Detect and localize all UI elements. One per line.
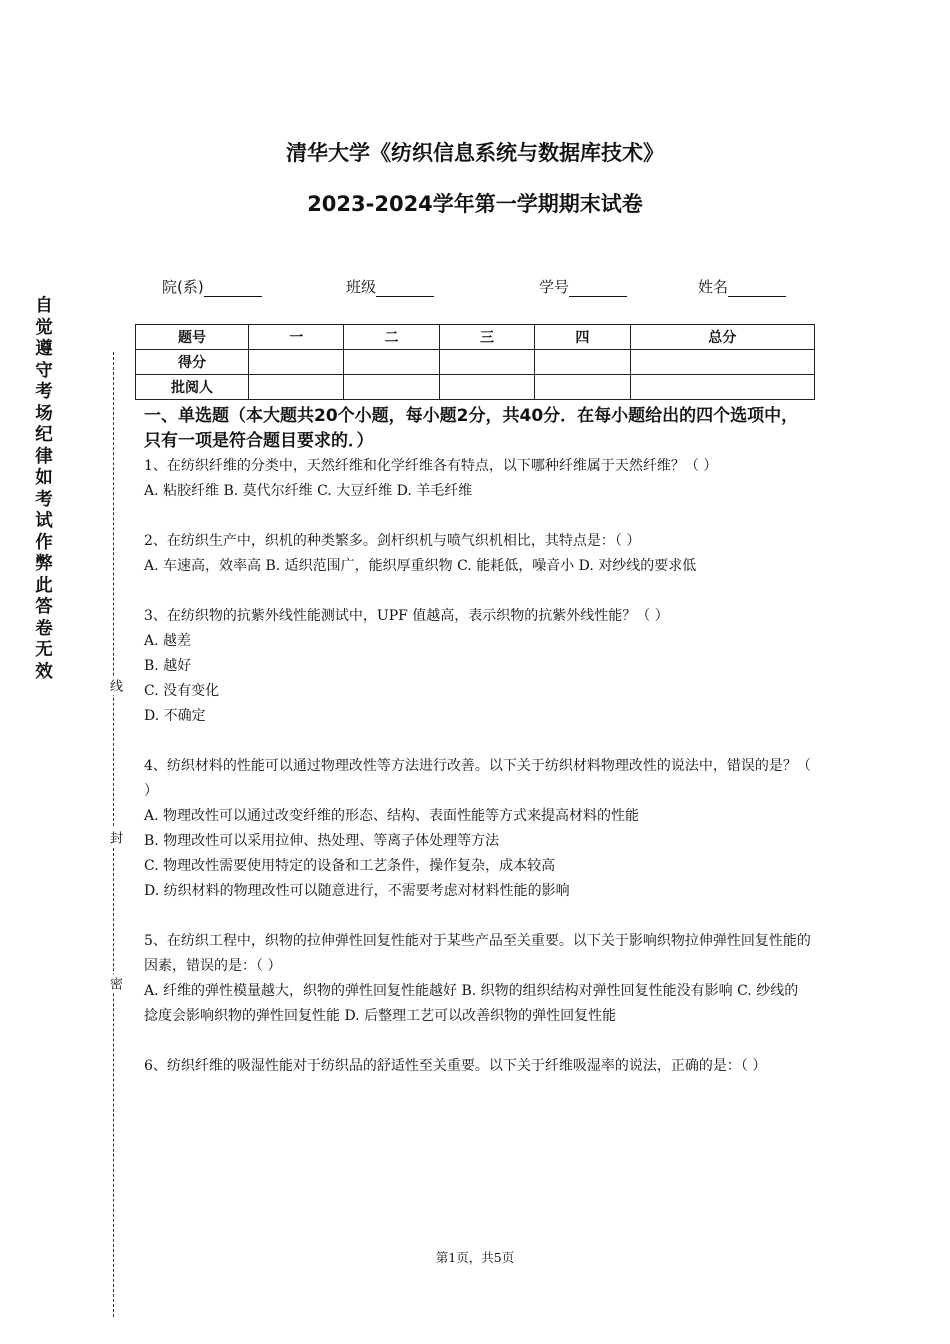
question-text: 1、在纺织纤维的分类中，天然纤维和化学纤维各有特点，以下哪种纤维属于天然纤维？（ ） — [144, 458, 718, 474]
question-text: 2、在纺织生产中，织机的种类繁多。剑杆织机与喷气织机相比，其特点是：（ ） — [144, 533, 641, 549]
section-title: 一、单选题（本大题共20个小题，每小题2分，共40分．在每小题给出的四个选项中，只有一项是符合题目要求的．） — [144, 406, 799, 451]
option-line: C. 没有变化 — [144, 683, 220, 699]
option-line: B. 越好 — [144, 658, 192, 674]
cut-mark-line: 线 — [104, 676, 124, 695]
exam-content — [144, 404, 812, 1079]
score-cell[interactable] — [439, 350, 534, 375]
class-blank[interactable] — [376, 280, 434, 297]
name-field[interactable] — [698, 276, 786, 297]
option-line: D. 不确定 — [144, 708, 206, 724]
grader-cell[interactable] — [344, 375, 439, 400]
header-cell: 二 — [344, 325, 439, 350]
header-cell: 四 — [535, 325, 630, 350]
question — [144, 1054, 812, 1079]
class-field[interactable] — [346, 276, 434, 297]
option-line: C. 物理改性需要使用特定的设备和工艺条件，操作复杂，成本较高 — [144, 858, 556, 874]
question-text: 4、纺织材料的性能可以通过物理改性等方法进行改善。以下关于纺织材料物理改性的说法中，错误的是？（ ） — [144, 758, 811, 799]
grader-row — [136, 375, 815, 400]
grader-cell[interactable] — [630, 375, 814, 400]
score-cell[interactable] — [344, 350, 439, 375]
question-text: 6、纺织纤维的吸湿性能对于纺织品的舒适性至关重要。以下关于纤维吸湿率的说法，正确的是：（ ） — [144, 1058, 767, 1074]
student-id-label: 学号 — [539, 278, 570, 296]
exam-discipline-notice: 自觉遵守考场纪律如考试作弊此答卷无效 — [35, 296, 53, 682]
question — [144, 754, 812, 904]
dept-field[interactable] — [162, 276, 262, 297]
option-line: D. 纺织材料的物理改性可以随意进行，不需要考虑对材料性能的影响 — [144, 883, 570, 899]
dept-blank[interactable] — [204, 280, 262, 297]
header-cell: 一 — [249, 325, 344, 350]
score-cell[interactable] — [630, 350, 814, 375]
question — [144, 604, 812, 729]
question — [144, 529, 812, 579]
score-cell[interactable] — [249, 350, 344, 375]
question-text: 5、在纺织工程中，织物的拉伸弹性回复性能对于某些产品至关重要。以下关于影响织物拉伸弹性回复性能的因素，错误的是：（ ） — [144, 933, 811, 974]
page-number: 第1页，共5页 — [435, 1250, 515, 1265]
option-line: B. 物理改性可以采用拉伸、热处理、等离子体处理等方法 — [144, 833, 500, 849]
student-id-field[interactable] — [539, 276, 627, 297]
option-line: A. 粘胶纤维 B. 莫代尔纤维 C. 大豆纤维 D. 羊毛纤维 — [144, 483, 473, 499]
row-label-cell: 得分 — [136, 350, 249, 375]
name-label: 姓名 — [698, 278, 729, 296]
grader-cell[interactable] — [249, 375, 344, 400]
option-line: A. 车速高，效率高 B. 适织范围广，能织厚重织物 C. 能耗低，噪音小 D. 对纱线的要求低 — [144, 558, 697, 574]
score-table-header-row — [136, 325, 815, 350]
question-text: 3、在纺织物的抗紫外线性能测试中，UPF 值越高，表示织物的抗紫外线性能？（ ） — [144, 608, 669, 624]
header-cell: 总分 — [630, 325, 814, 350]
question — [144, 454, 812, 504]
score-row — [136, 350, 815, 375]
cut-mark-secret: 密 — [104, 974, 124, 993]
header-cell: 三 — [439, 325, 534, 350]
score-cell[interactable] — [535, 350, 630, 375]
option-line: A. 越差 — [144, 633, 192, 649]
row-label-cell: 批阅人 — [136, 375, 249, 400]
class-label: 班级 — [346, 278, 377, 296]
dept-label: 院(系) — [162, 278, 204, 296]
cut-mark-seal: 封 — [104, 828, 124, 847]
name-blank[interactable] — [728, 280, 786, 297]
option-line: A. 物理改性可以通过改变纤维的形态、结构、表面性能等方式来提高材料的性能 — [144, 808, 640, 824]
student-id-blank[interactable] — [569, 280, 627, 297]
grader-cell[interactable] — [535, 375, 630, 400]
grader-cell[interactable] — [439, 375, 534, 400]
question — [144, 929, 812, 1029]
score-table — [135, 324, 815, 400]
exam-title-line1: 清华大学《纺织信息系统与数据库技术》 — [286, 141, 664, 165]
exam-title-line2: 2023-2024学年第一学期期末试卷 — [307, 192, 643, 216]
option-line: A. 纤维的弹性模量越大，织物的弹性回复性能越好 B. 织物的组织结构对弹性回复性能没有影响 C. 纱线的捻度会影响织物的弹性回复性能 D. 后整理工艺可以改善织物的弹性回复性能 — [144, 983, 799, 1024]
header-cell: 题号 — [136, 325, 249, 350]
